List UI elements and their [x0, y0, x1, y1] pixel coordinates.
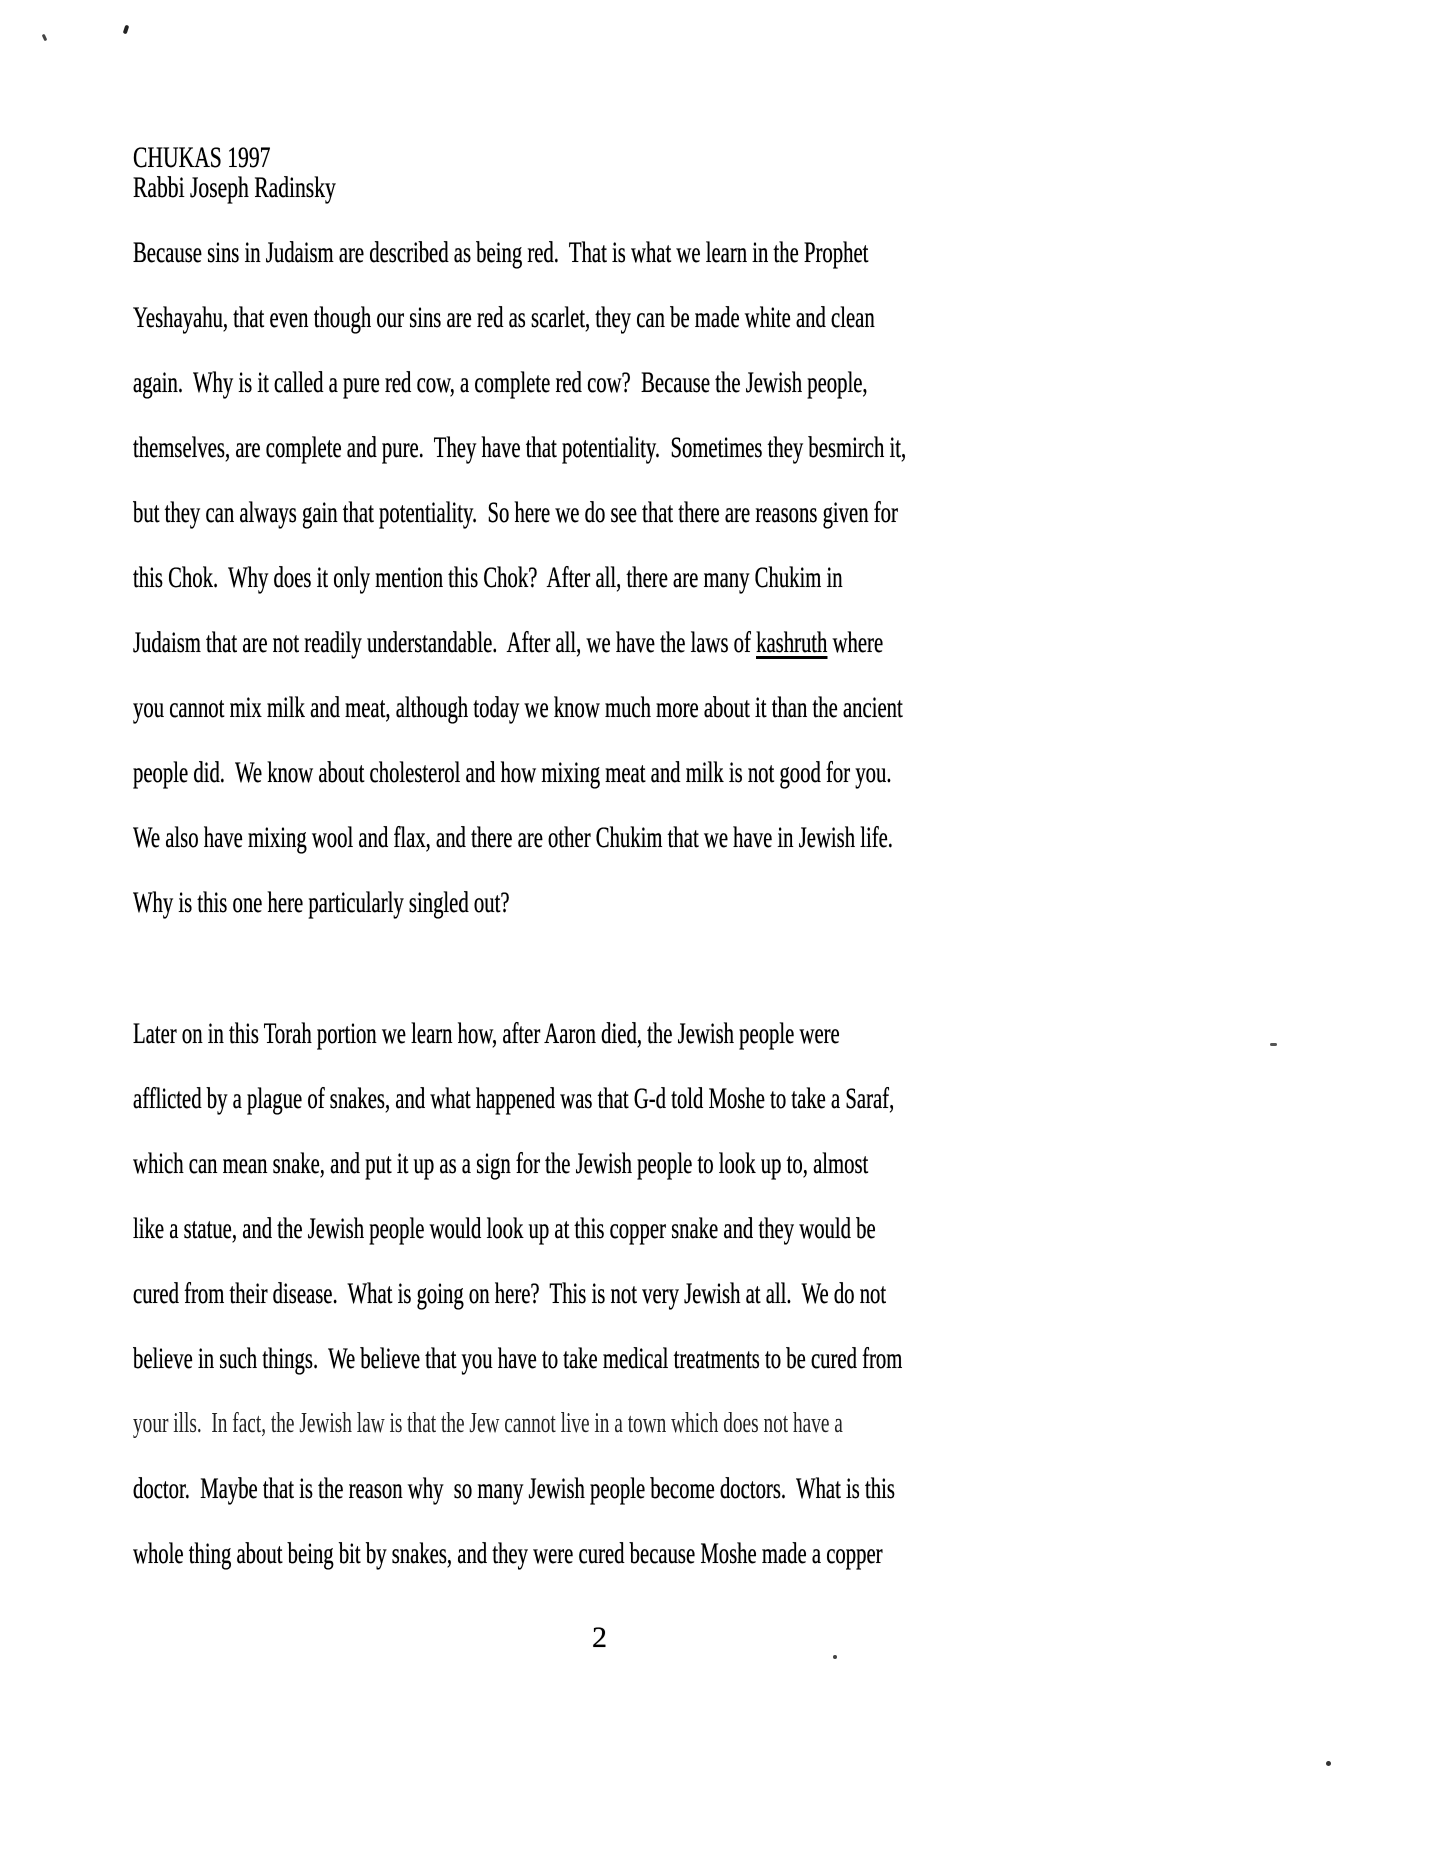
- text-line: cured from their disease. What is going on here? This is not very Jewish at all. We do not: [133, 1277, 887, 1310]
- text-line: which can mean snake, and put it up as a sign for the Jewish people to look up to, almost: [133, 1147, 869, 1180]
- text-line: themselves, are complete and pure. They have that potentiality. Sometimes they besmirch it,: [133, 431, 907, 464]
- document-author: Rabbi Joseph Radinsky: [133, 171, 336, 204]
- text-line: Yeshayahu, that even though our sins are red as scarlet, they can be made white and clean: [133, 301, 875, 334]
- text-line-with-underline: [133, 610, 1028, 675]
- text-line: Why is this one here particularly singled out?: [133, 886, 510, 919]
- ink-speck: [1326, 1761, 1331, 1766]
- text-segment: Judaism that are not readily understandable. After all, we have the laws of: [133, 626, 757, 659]
- text-line: this Chok. Why does it only mention this Chok? After all, there are many Chukim in: [133, 561, 843, 594]
- underlined-word: kashruth: [756, 626, 828, 659]
- paragraph-2: [133, 1001, 1430, 1586]
- document-title: CHUKAS 1997: [133, 141, 271, 174]
- text-line: people did. We know about cholesterol and how mixing meat and milk is not good for you.: [133, 756, 892, 789]
- paragraph-1: [133, 220, 1430, 935]
- text-line: you cannot mix milk and meat, although today we know much more about it than the ancient: [133, 691, 903, 724]
- ink-speck: [42, 34, 48, 42]
- text-line: believe in such things. We believe that you have to take medical treatments to be cured from: [133, 1342, 903, 1375]
- page-number: 2: [592, 1621, 607, 1654]
- ink-speck: [123, 25, 130, 35]
- text-line: whole thing about being bit by snakes, and they were cured because Moshe made a copper: [133, 1537, 883, 1570]
- text-line: Because sins in Judaism are described as being red. That is what we learn in the Prophet: [133, 236, 869, 269]
- text-line: like a statue, and the Jewish people would look up at this copper snake and they would be: [133, 1212, 876, 1245]
- document-header: [133, 143, 415, 203]
- text-line: but they can always gain that potentiality. So here we do see that there are reasons given for: [133, 496, 898, 529]
- text-line: your ills. In fact, the Jewish law is that the Jew cannot live in a town which does not have a: [133, 1408, 843, 1439]
- text-segment: where: [827, 626, 884, 659]
- text-line: afflicted by a plague of snakes, and what happened was that G-d told Moshe to take a Saraf,: [133, 1082, 895, 1115]
- text-line: Later on in this Torah portion we learn how, after Aaron died, the Jewish people were: [133, 1017, 840, 1050]
- text-line: We also have mixing wool and flax, and there are other Chukim that we have in Jewish life.: [133, 821, 893, 854]
- text-line: again. Why is it called a pure red cow, a complete red cow? Because the Jewish people,: [133, 366, 868, 399]
- text-line: doctor. Maybe that is the reason why so many Jewish people become doctors. What is this: [133, 1472, 895, 1505]
